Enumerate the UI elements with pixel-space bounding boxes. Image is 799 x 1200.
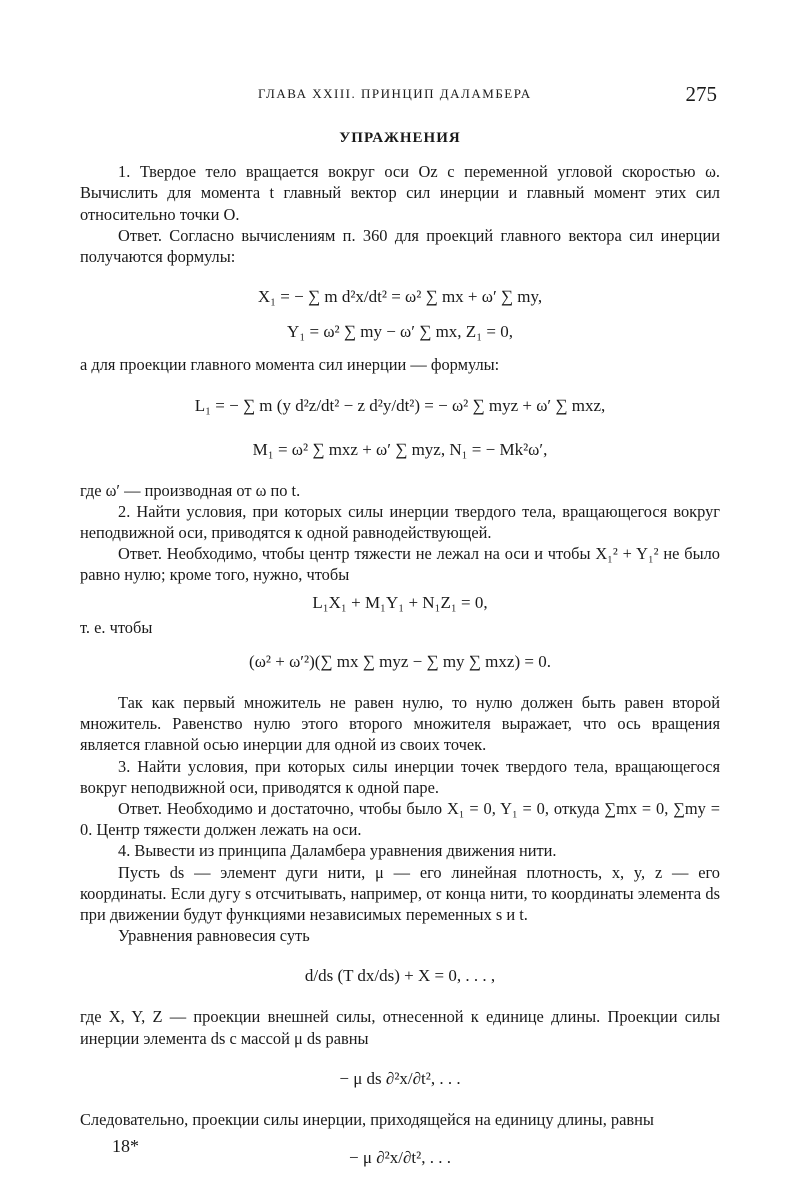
equation: L₁X₁ + M₁Y₁ + N₁Z₁ = 0, [312, 592, 488, 612]
page-content [80, 128, 720, 1182]
section-title: УПРАЖНЕНИЯ [339, 130, 461, 146]
equation: Y₁ = ω² ∑ my − ω′ ∑ mx, Z₁ = 0, [287, 322, 513, 342]
paragraph: 3. Найти условия, при которых силы инерции точек твердого тела, вращающегося вокруг неподвижной оси, приводятся к одной паре. [80, 756, 720, 797]
running-head: ГЛАВА XXIII. ПРИНЦИП ДАЛАМБЕРА [258, 86, 532, 101]
paragraph: 4. Вывести из принципа Даламбера уравнения движения нити. [118, 841, 557, 861]
paragraph: где ω′ — производная от ω по t. [80, 480, 301, 500]
signature-mark: 18* [112, 1136, 139, 1156]
paragraph: Уравнения равновесия суть [118, 926, 310, 946]
equation: M₁ = ω² ∑ mxz + ω′ ∑ myz, N₁ = − Mk²ω′, [252, 439, 548, 459]
paragraph: Пусть ds — элемент дуги нити, μ — его линейная плотность, x, y, z — его координаты. Если дугу s отсчитывать, например, от конца нити, то координаты элемента ds при движении будут функциями независимых переменных s и t. [80, 862, 720, 925]
equation: − μ ∂²x/∂t², . . . [349, 1148, 451, 1168]
page-header [80, 82, 719, 106]
paragraph: Так как первый множитель не равен нулю, то нулю должен быть равен второй множитель. Равенство нулю этого второго множителя выражает, что ось вращения является главной осью инерции для одной из своих точек. [80, 693, 720, 755]
paragraph: 1. Твердое тело вращается вокруг оси Oz с переменной угловой скоростью ω. Вычислить для момента t главный вектор сил инерции и главный момент этих сил относительно точки O. [80, 162, 720, 224]
equation: (ω² + ω′²)(∑ mx ∑ myz − ∑ my ∑ mxz) = 0. [249, 652, 551, 672]
paragraph: а для проекции главного момента сил инерции — формулы: [80, 355, 500, 375]
paragraph: 2. Найти условия, при которых силы инерции твердого тела, вращающегося вокруг неподвижной оси, приводятся к одной равнодействующей. [80, 501, 720, 543]
equation: − μ ds ∂²x/∂t², . . . [339, 1068, 461, 1088]
paragraph: Ответ. Необходимо и достаточно, чтобы было X₁ = 0, Y₁ = 0, откуда ∑mx = 0, ∑my = 0. Центр тяжести должен лежать на оси. [80, 799, 720, 840]
paragraph: Ответ. Необходимо, чтобы центр тяжести не лежал на оси и чтобы X₁² + Y₁² не было равно нулю; кроме того, нужно, чтобы [80, 544, 720, 585]
paragraph: где X, Y, Z — проекции внешней силы, отнесенной к единице длины. Проекции силы инерции элемента ds с массой μ ds равны [80, 1007, 720, 1048]
paragraph: т. е. чтобы [80, 617, 153, 637]
paragraph: Ответ. Согласно вычислениям п. 360 для проекций главного вектора сил инерции получаются формулы: [80, 225, 720, 267]
equation: d/ds (T dx/ds) + X = 0, . . . , [304, 966, 496, 986]
paragraph: Следовательно, проекции силы инерции, приходящейся на единицу длины, равны [80, 1109, 654, 1129]
page-number: 275 [685, 82, 717, 106]
equation: X₁ = − ∑ m d²x/dt² = ω² ∑ mx + ω′ ∑ my, [257, 287, 543, 307]
equation: L₁ = − ∑ m (y d²z/dt² − z d²y/dt²) = − ω² ∑ myz + ω′ ∑ mxz, [194, 395, 606, 415]
